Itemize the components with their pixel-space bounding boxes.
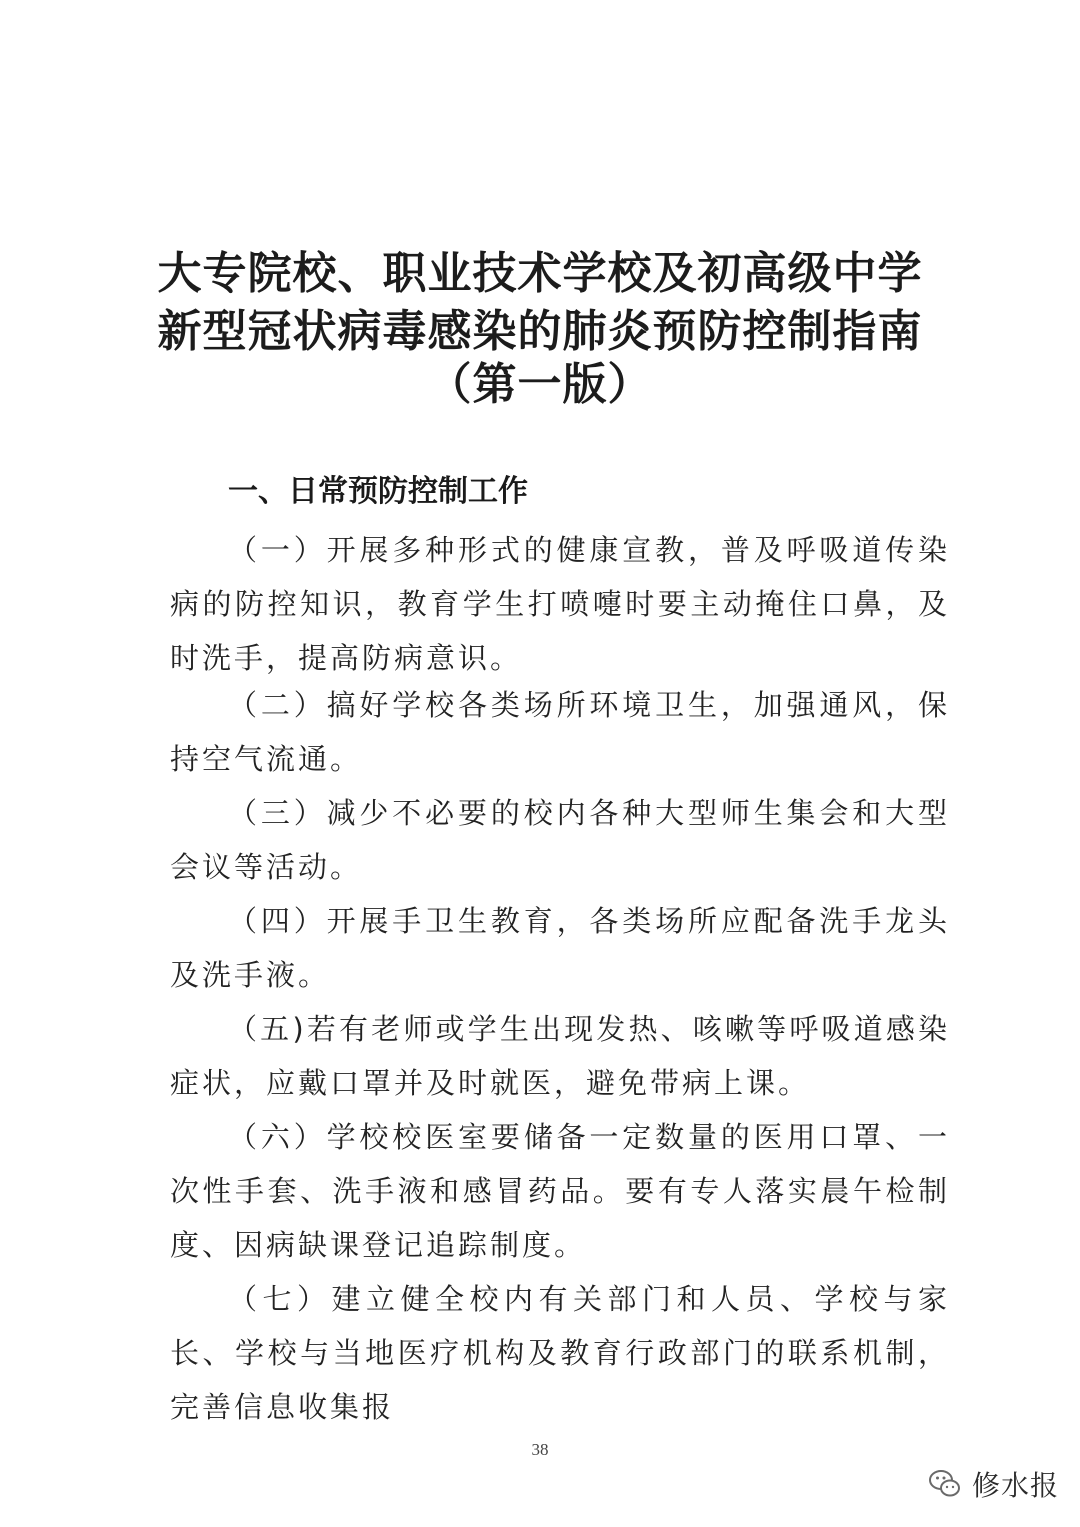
wechat-icon <box>928 1467 962 1501</box>
document-title-edition: （第一版） <box>427 359 653 410</box>
paragraph-item-4: （四）开展手卫生教育，各类场所应配备洗手龙头及洗手液。 <box>170 904 950 992</box>
paragraph-item-2: （二）搞好学校各类场所环境卫生，加强通风，保持空气流通。 <box>170 688 950 776</box>
watermark-text: 修水报 <box>972 1469 1060 1502</box>
section-heading: 一、日常预防控制工作 <box>228 474 528 509</box>
document-title-line-1: 大专院校、职业技术学校及初高级中学 <box>157 248 923 299</box>
watermark <box>928 1462 1059 1506</box>
paragraph-item-6: （六）学校校医室要储备一定数量的医用口罩、一次性手套、洗手液和感冒药品。要有专人落实晨午检制度、因病缺课登记追踪制度。 <box>170 1120 950 1262</box>
paragraph-item-7: （七）建立健全校内有关部门和人员、学校与家长、学校与当地医疗机构及教育行政部门的联系机制，完善信息收集报 <box>170 1282 950 1424</box>
paragraph-item-1: （一）开展多种形式的健康宣教，普及呼吸道传染病的防控知识，教育学生打喷嚏时要主动掩住口鼻，及时洗手，提高防病意识。 <box>170 533 950 675</box>
paragraph-item-3: （三）减少不必要的校内各种大型师生集会和大型会议等活动。 <box>170 796 950 884</box>
document-title-line-2: 新型冠状病毒感染的肺炎预防控制指南 <box>157 306 923 357</box>
page-number: 38 <box>531 1440 549 1459</box>
paragraph-item-5: （五)若有老师或学生出现发热、咳嗽等呼吸道感染症状，应戴口罩并及时就医，避免带病上课。 <box>170 1012 950 1100</box>
